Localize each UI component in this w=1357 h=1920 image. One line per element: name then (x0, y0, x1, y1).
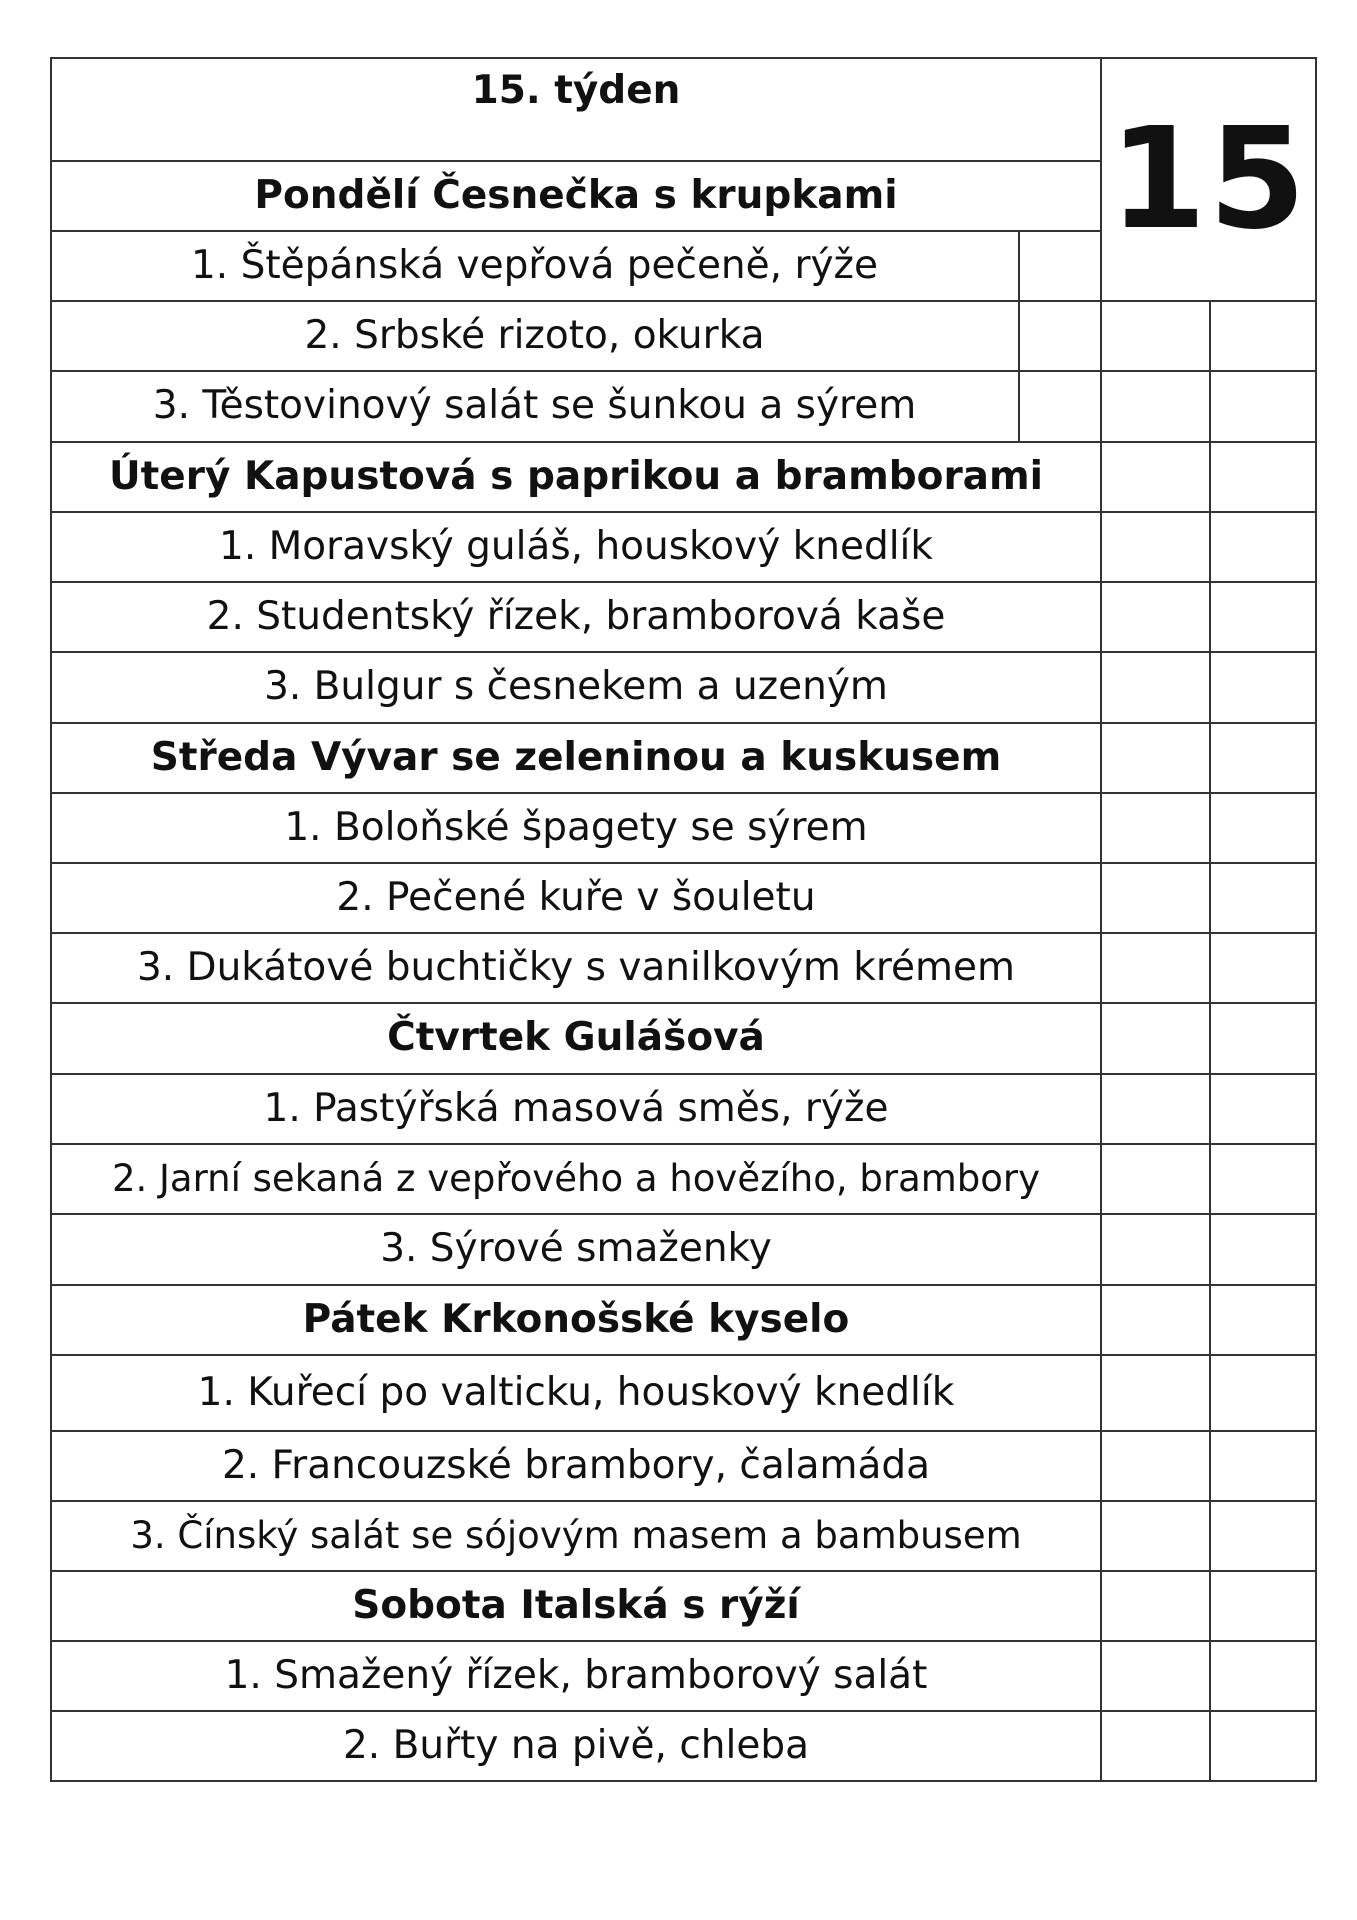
day-soup-saturday: Sobota Italská s rýží (352, 1583, 800, 1628)
menu-item: 3. Bulgur s česnekem a uzeným (264, 664, 888, 709)
menu-item: 1. Smažený řízek, bramborový salát (224, 1653, 928, 1698)
menu-item: 1. Boloňské špagety se sýrem (284, 805, 868, 850)
divider-check-b (1209, 301, 1211, 1782)
day-soup-monday: Pondělí Česnečka s krupkami (254, 173, 898, 218)
menu-item: 2. Buřty na pivě, chleba (342, 1723, 809, 1768)
day-soup-wednesday: Středa Vývar se zeleninou a kuskusem (150, 735, 1002, 780)
menu-item: 3. Dukátové buchtičky s vanilkovým krémem (136, 945, 1016, 990)
menu-item: 2. Pečené kuře v šouletu (336, 875, 816, 920)
menu-item: 1. Moravský guláš, houskový knedlík (219, 524, 933, 569)
menu-item: 2. Srbské rizoto, okurka (304, 313, 765, 358)
menu-item: 1. Štěpánská vepřová pečeně, rýže (190, 243, 879, 288)
menu-item: 2. Francouzské brambory, čalamáda (221, 1443, 931, 1488)
menu-item: 3. Čínský salát se sójovým masem a bambusem (130, 1514, 1022, 1557)
week-number: 15 (1109, 97, 1308, 261)
menu-item: 3. Těstovinový salát se šunkou a sýrem (152, 383, 917, 428)
menu-item: 1. Pastýřská masová směs, rýže (263, 1086, 889, 1131)
frame-bottom (51, 1780, 1316, 1782)
menu-item: 1. Kuřecí po valticku, houskový knedlík (197, 1370, 955, 1415)
frame-right (1315, 57, 1317, 1782)
day-soup-friday: Pátek Krkonošské kyselo (302, 1297, 850, 1342)
menu-item: 3. Sýrové smaženky (380, 1226, 772, 1271)
menu-item: 2. Jarní sekaná z vepřového a hovězího, brambory (111, 1157, 1041, 1200)
menu-item: 2. Studentský řízek, bramborová kaše (206, 594, 946, 639)
day-soup-thursday: Čtvrtek Gulášová (387, 1015, 765, 1060)
day-soup-tuesday: Úterý Kapustová s paprikou a bramborami (108, 454, 1044, 499)
divider-check-first (1018, 231, 1020, 442)
week-title: 15. týden (471, 68, 681, 113)
